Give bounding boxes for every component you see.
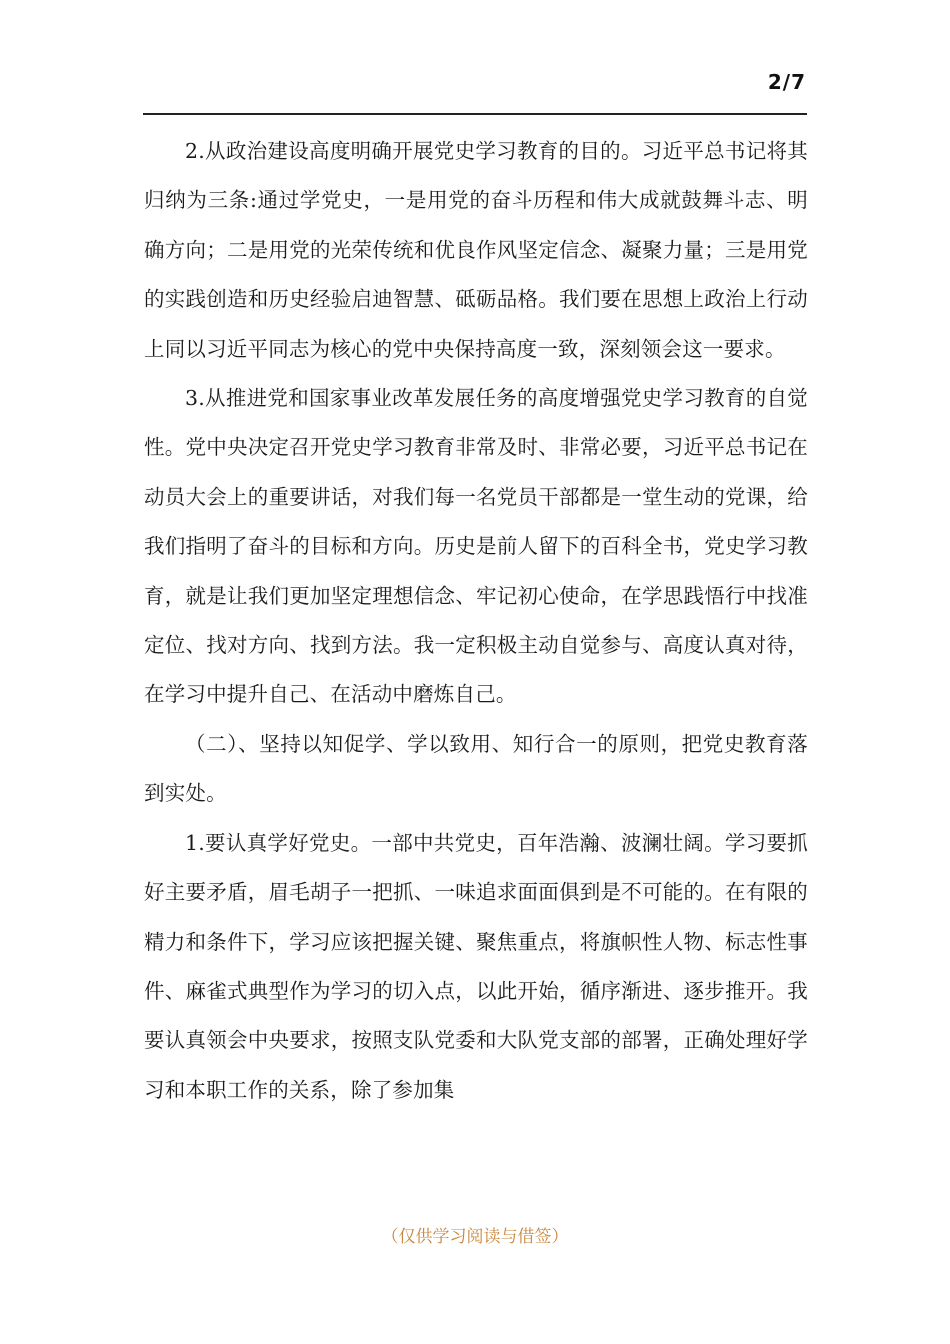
body-text (144, 127, 808, 1115)
footer-note: （仅供学习阅读与借签） (381, 1227, 569, 1247)
paragraph-political-construction: 2.从政治建设高度明确开展党史学习教育的目的。习近平总书记将其归纳为三条:通过学党史，一是用党的奋斗历程和伟大成就鼓舞斗志、明确方向；二是用党的光荣传统和优良作风坚定信念、凝聚力量；三是用党的实践创造和历史经验启迪智慧、砥砺品格。我们要在思想上政治上行动上同以习近平同志为核心的党中央保持高度一致，深刻领会这一要求。 (144, 139, 808, 361)
section-heading-principles: （二）、坚持以知促学、学以致用、知行合一的原则，把党史教育落到实处。 (144, 731, 808, 806)
paragraph-reform-development: 3.从推进党和国家事业改革发展任务的高度增强党史学习教育的自觉性。党中央决定召开党史学习教育非常及时、非常必要，习近平总书记在动员大会上的重要讲话，对我们每一名党员干部都是一堂生动的党课，给我们指明了奋斗的目标和方向。历史是前人留下的百科全书，党史学习教育，就是让我们更加坚定理想信念、牢记初心使命，在学思践悟行中找准定位、找对方向、找到方法。我一定积极主动自觉参与、高度认真对待，在学习中提升自己、在活动中磨炼自己。 (144, 386, 808, 707)
paragraph-study-party-history: 1.要认真学好党史。一部中共党史，百年浩瀚、波澜壮阔。学习要抓好主要矛盾，眉毛胡子一把抓、一味追求面面俱到是不可能的。在有限的精力和条件下，学习应该把握关键、聚焦重点，将旗帜性人物、标志性事件、麻雀式典型作为学习的切入点，以此开始，循序渐进、逐步推开。我要认真领会中央要求，按照支队党委和大队党支部的部署，正确处理好学习和本职工作的关系，除了参加集 (144, 830, 808, 1102)
header-divider (143, 113, 807, 115)
page-number: 2/7 (767, 70, 806, 94)
